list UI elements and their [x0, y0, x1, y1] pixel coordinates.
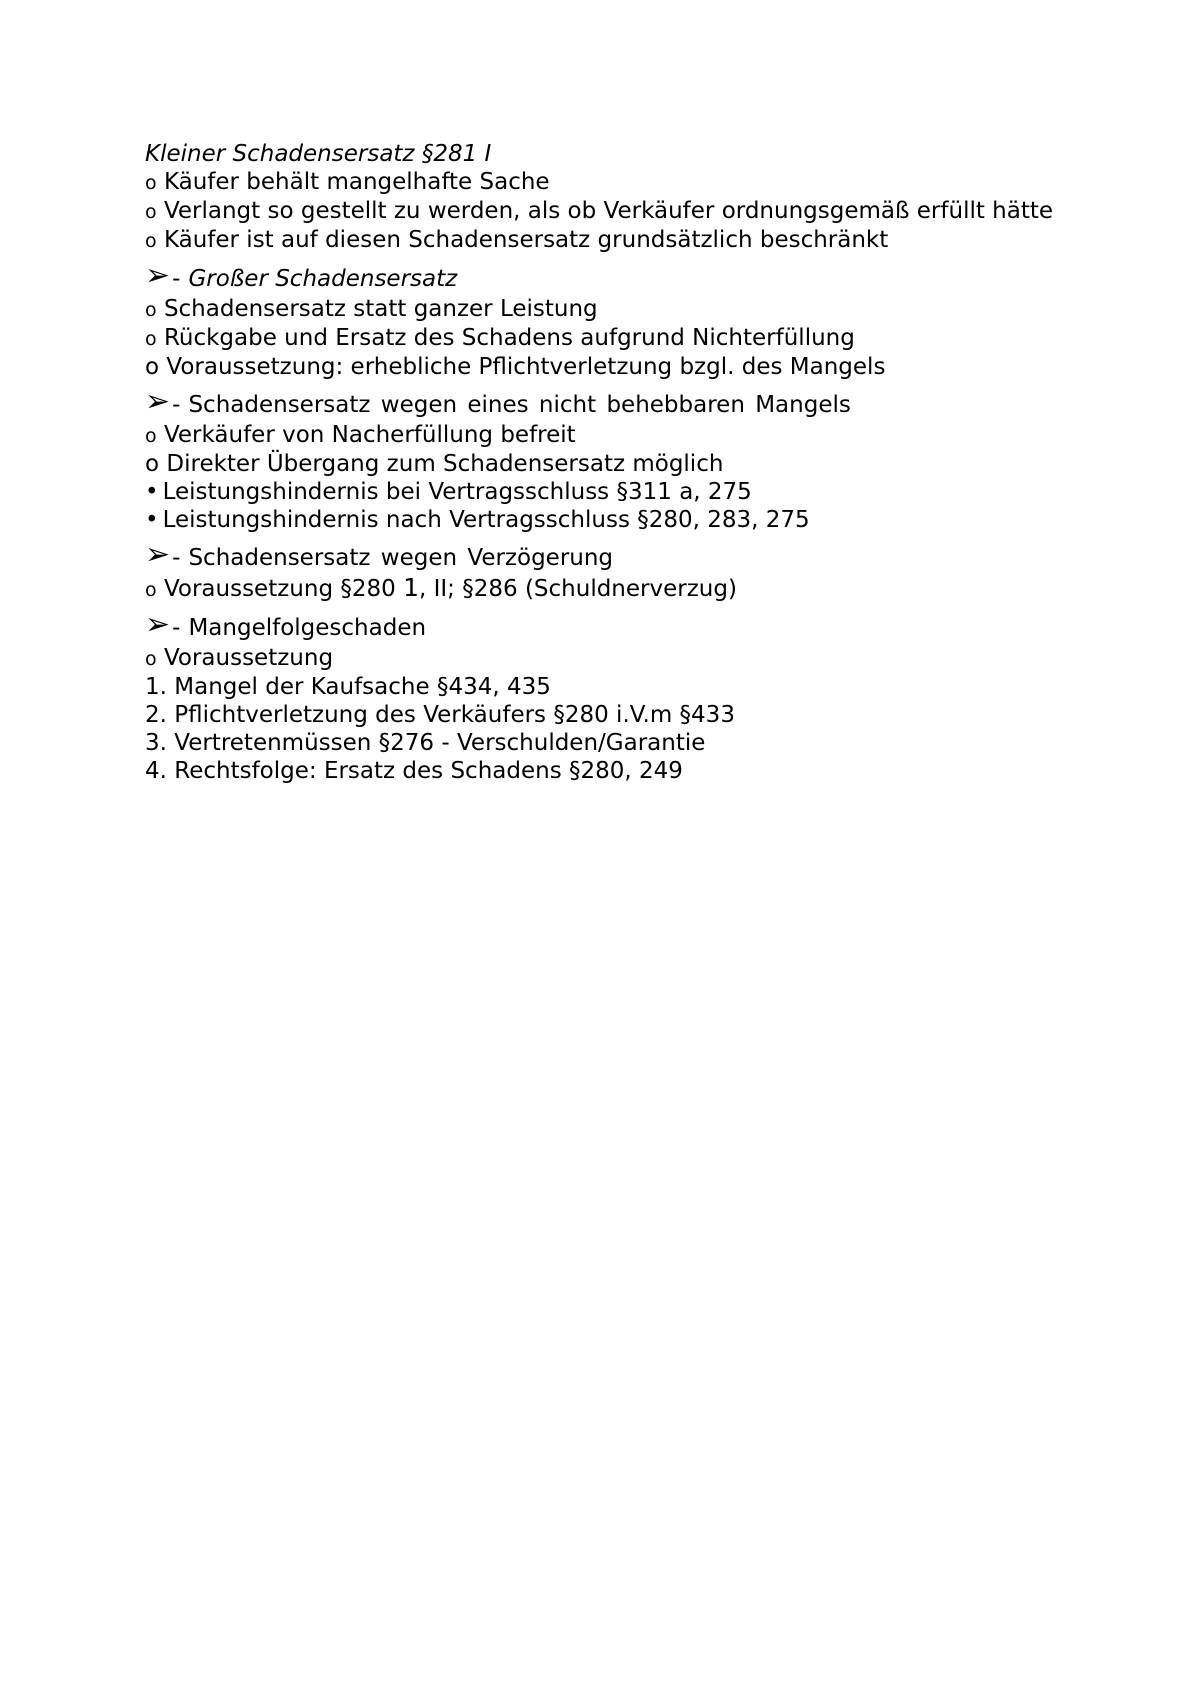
- numbered-item: 2. Pflichtverletzung des Verkäufers §280 i.V.m §433: [145, 702, 735, 728]
- dash-marker: -: [172, 615, 181, 641]
- list-item: o Rückgabe und Ersatz des Schadens aufgrund Nichterfüllung: [145, 325, 855, 351]
- list-item: • Leistungshindernis nach Vertragsschluss §280, 283, 275: [145, 507, 810, 533]
- arrow-bullet-icon: ➢: [145, 384, 171, 419]
- circle-bullet-icon: o: [145, 230, 157, 252]
- numbered-item: 4. Rechtsfolge: Ersatz des Schadens §280, 249: [145, 758, 683, 784]
- heading-grosser-schadensersatz: ➢- Großer Schadensersatz: [145, 258, 458, 293]
- list-item: o Schadensersatz statt ganzer Leistung: [145, 296, 598, 322]
- dash-marker: -: [172, 392, 181, 418]
- numbered-item: 1. Mangel der Kaufsache §434, 435: [145, 674, 551, 700]
- dash-marker: -: [172, 266, 181, 292]
- list-item: o Direkter Übergang zum Schadensersatz möglich: [145, 451, 724, 477]
- list-item: o Voraussetzung §280 1, II; §286 (Schuldnerverzug): [145, 573, 737, 602]
- circle-bullet-icon: o: [145, 328, 157, 350]
- circle-bullet-icon: o: [145, 648, 157, 670]
- list-item: o Käufer ist auf diesen Schadensersatz grundsätzlich beschränkt: [145, 227, 889, 253]
- arrow-bullet-icon: ➢: [145, 607, 171, 642]
- list-item: o Verkäufer von Nacherfüllung befreit: [145, 422, 576, 448]
- heading-kleiner-schadensersatz: Kleiner Schadensersatz §281 I: [145, 141, 492, 167]
- circle-bullet-icon: o: [145, 172, 157, 194]
- circle-bullet-icon: o: [145, 201, 157, 223]
- arrow-bullet-icon: ➢: [145, 258, 171, 293]
- circle-bullet-icon: o: [145, 354, 160, 380]
- list-item: o Voraussetzung: erhebliche Pflichtverletzung bzgl. des Mangels: [145, 354, 886, 380]
- dot-bullet-icon: •: [145, 479, 159, 505]
- list-item: • Leistungshindernis bei Vertragsschluss §311 a, 275: [145, 479, 752, 505]
- document-content: [145, 140, 1065, 785]
- circle-bullet-icon: o: [145, 451, 160, 477]
- list-item: o Käufer behält mangelhafte Sache: [145, 169, 550, 195]
- dash-marker: -: [172, 545, 181, 571]
- list-item: o Verlangt so gestellt zu werden, als ob Verkäufer ordnungsgemäß erfüllt hätte: [145, 198, 1054, 224]
- heading-mangelfolgeschaden: ➢- Mangelfolgeschaden: [145, 607, 427, 642]
- circle-bullet-icon: o: [145, 425, 157, 447]
- numbered-item: 3. Vertretenmüssen §276 - Verschulden/Garantie: [145, 730, 706, 756]
- dot-bullet-icon: •: [145, 507, 159, 533]
- heading-verzoegerung: ➢- Schadensersatz wegen Verzögerung: [145, 537, 614, 572]
- circle-bullet-icon: o: [145, 299, 157, 321]
- heading-nicht-behebbarer-mangel: ➢- Schadensersatz wegen eines nicht behebbaren Mangels: [145, 384, 851, 419]
- list-item: o Voraussetzung: [145, 645, 334, 671]
- circle-bullet-icon: o: [145, 579, 157, 601]
- arrow-bullet-icon: ➢: [145, 537, 171, 572]
